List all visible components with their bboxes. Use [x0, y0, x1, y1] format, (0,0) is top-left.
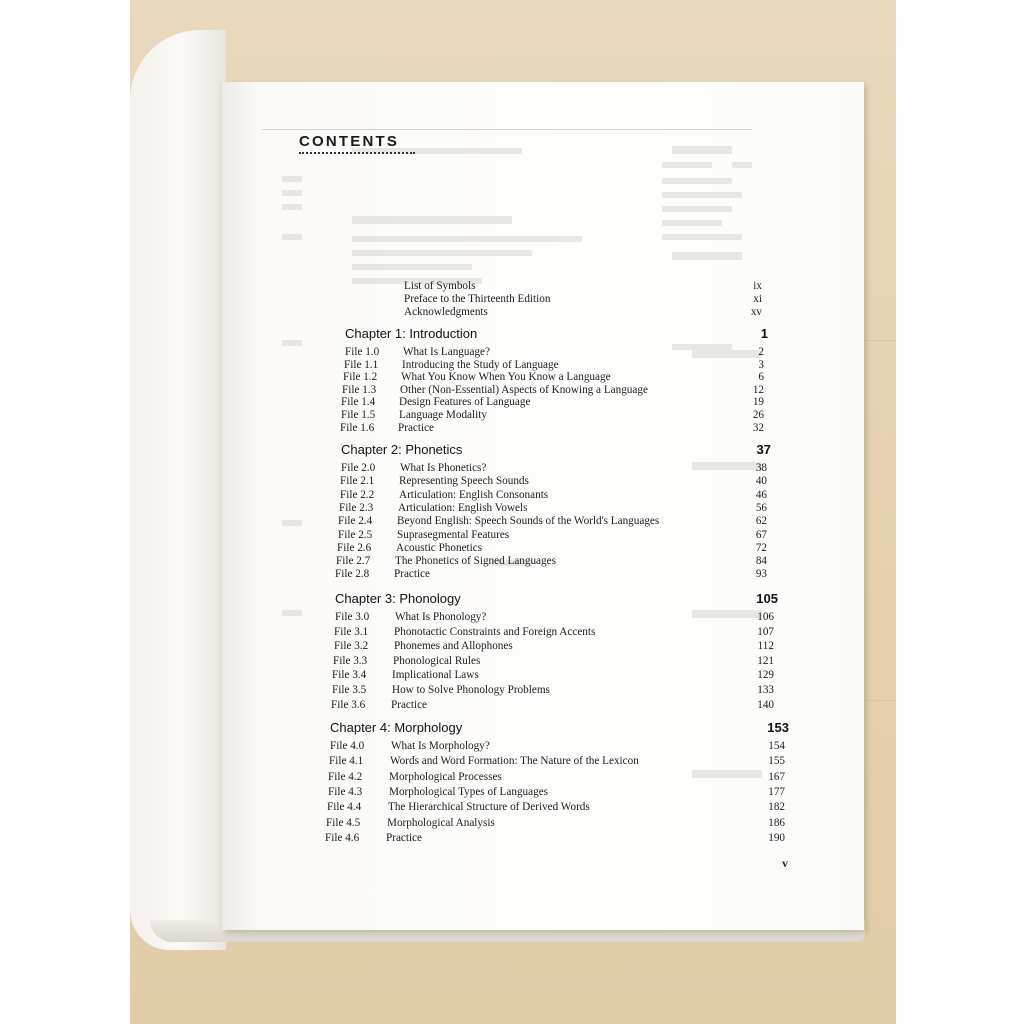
file-title: Practice — [398, 421, 435, 434]
chapter-heading: Chapter 4: Morphology — [330, 720, 463, 735]
file-number: File 2.4 — [338, 515, 373, 528]
file-page: 84 — [755, 555, 767, 568]
file-title: Phonemes and Allophones — [394, 640, 513, 653]
file-title: Phonotactic Constraints and Foreign Accents — [394, 625, 596, 638]
page-number: v — [782, 856, 788, 870]
file-title: Introducing the Study of Language — [402, 358, 559, 371]
file-page: 26 — [752, 409, 764, 421]
file-title: What Is Morphology? — [391, 740, 490, 752]
chapter-heading: Chapter 1: Introduction — [345, 326, 478, 341]
file-number: File 3.1 — [334, 625, 369, 638]
front-matter-title: Preface to the Thirteenth Edition — [404, 293, 551, 305]
file-title: Representing Speech Sounds — [399, 475, 529, 488]
file-number: File 1.4 — [341, 396, 376, 409]
file-page: 6 — [758, 371, 764, 384]
file-page: 62 — [755, 515, 767, 528]
file-number: File 4.3 — [328, 785, 363, 798]
file-page: 155 — [768, 755, 785, 768]
file-number: File 2.3 — [339, 501, 374, 514]
file-page: 38 — [755, 462, 767, 474]
file-number: File 2.8 — [335, 568, 370, 581]
file-number: File 1.6 — [340, 421, 375, 434]
title-dotted-rule — [299, 152, 415, 154]
file-number: File 1.0 — [345, 346, 380, 358]
file-page: 112 — [757, 640, 774, 653]
file-title: Implicational Laws — [392, 669, 479, 682]
chapter-page: 1 — [760, 326, 768, 341]
file-title: Beyond English: Speech Sounds of the World's Languages — [397, 515, 660, 528]
file-number: File 4.0 — [330, 740, 365, 752]
front-matter-page: xv — [750, 306, 762, 318]
file-number: File 1.3 — [342, 383, 377, 396]
file-number: File 4.1 — [329, 755, 364, 768]
file-number: File 3.5 — [332, 684, 367, 696]
file-title: Phonological Rules — [393, 654, 481, 667]
front-matter-title: Acknowledgments — [404, 306, 488, 318]
file-page: 140 — [757, 698, 774, 711]
left-page-curl — [130, 30, 226, 950]
file-title: Practice — [394, 568, 431, 581]
file-number: File 3.2 — [334, 640, 369, 653]
file-page: 32 — [752, 421, 764, 434]
file-title: Other (Non-Essential) Aspects of Knowing a Language — [400, 383, 648, 396]
file-page: 93 — [755, 568, 767, 581]
file-title: The Phonetics of Signed Languages — [395, 555, 556, 568]
chapter-heading: Chapter 3: Phonology — [335, 591, 461, 606]
file-number: File 2.5 — [338, 528, 373, 541]
file-number: File 4.2 — [328, 770, 363, 783]
file-title: What Is Phonetics? — [400, 462, 487, 474]
file-page: 106 — [757, 611, 774, 623]
file-number: File 1.1 — [344, 358, 379, 371]
file-page: 182 — [768, 801, 785, 814]
file-title: What Is Language? — [403, 346, 490, 358]
file-page: 121 — [757, 654, 774, 667]
file-page: 19 — [752, 396, 764, 409]
file-title: Practice — [391, 698, 428, 711]
file-title: Morphological Analysis — [387, 816, 495, 829]
file-title: How to Solve Phonology Problems — [392, 684, 550, 696]
front-matter-title: List of Symbols — [404, 280, 476, 292]
file-title: Acoustic Phonetics — [396, 541, 483, 554]
file-number: File 1.5 — [341, 409, 376, 421]
file-number: File 4.4 — [327, 801, 362, 814]
file-page: 72 — [755, 541, 767, 554]
file-page: 12 — [752, 383, 764, 396]
file-title: Morphological Processes — [389, 770, 502, 783]
file-number: File 3.4 — [332, 669, 367, 682]
file-title: What Is Phonology? — [395, 611, 487, 623]
file-title: Language Modality — [399, 409, 487, 421]
file-page: 190 — [768, 831, 785, 844]
file-title: Words and Word Formation: The Nature of the Lexicon — [390, 755, 639, 768]
file-title: Suprasegmental Features — [397, 528, 510, 541]
file-number: File 3.6 — [331, 698, 366, 711]
chapter-heading: Chapter 2: Phonetics — [341, 442, 463, 457]
show-through-header-rule — [262, 129, 752, 130]
file-title: The Hierarchical Structure of Derived Words — [388, 801, 590, 814]
file-title: What You Know When You Know a Language — [401, 371, 611, 384]
file-number: File 2.6 — [337, 541, 372, 554]
file-number: File 2.2 — [340, 488, 375, 501]
file-title: Articulation: English Consonants — [399, 488, 549, 501]
file-page: 2 — [758, 346, 764, 358]
contents-title: CONTENTS — [299, 133, 400, 150]
file-number: File 2.1 — [340, 475, 375, 488]
file-page: 40 — [755, 475, 767, 488]
file-page: 107 — [757, 625, 774, 638]
file-number: File 1.2 — [343, 371, 378, 384]
file-title: Design Features of Language — [399, 396, 531, 409]
front-matter-page: xi — [753, 293, 762, 305]
file-page: 154 — [768, 740, 785, 752]
file-number: File 4.5 — [326, 816, 361, 829]
file-page: 46 — [755, 488, 767, 501]
chapter-page: 37 — [756, 442, 771, 457]
file-number: File 4.6 — [325, 831, 360, 844]
file-page: 3 — [758, 358, 764, 371]
file-title: Practice — [386, 831, 423, 844]
file-number: File 2.7 — [336, 555, 371, 568]
file-page: 133 — [757, 684, 774, 696]
file-number: File 3.0 — [335, 611, 370, 623]
file-number: File 3.3 — [333, 654, 368, 667]
file-page: 177 — [768, 785, 785, 798]
front-matter-page: ix — [753, 280, 762, 292]
file-title: Articulation: English Vowels — [398, 501, 528, 514]
file-page: 186 — [768, 816, 785, 829]
file-page: 67 — [755, 528, 767, 541]
file-page: 56 — [755, 501, 767, 514]
chapter-page: 105 — [756, 591, 778, 606]
file-title: Morphological Types of Languages — [389, 785, 549, 798]
chapter-page: 153 — [767, 720, 789, 735]
file-number: File 2.0 — [341, 462, 376, 474]
file-page: 167 — [768, 770, 785, 783]
file-page: 129 — [757, 669, 774, 682]
